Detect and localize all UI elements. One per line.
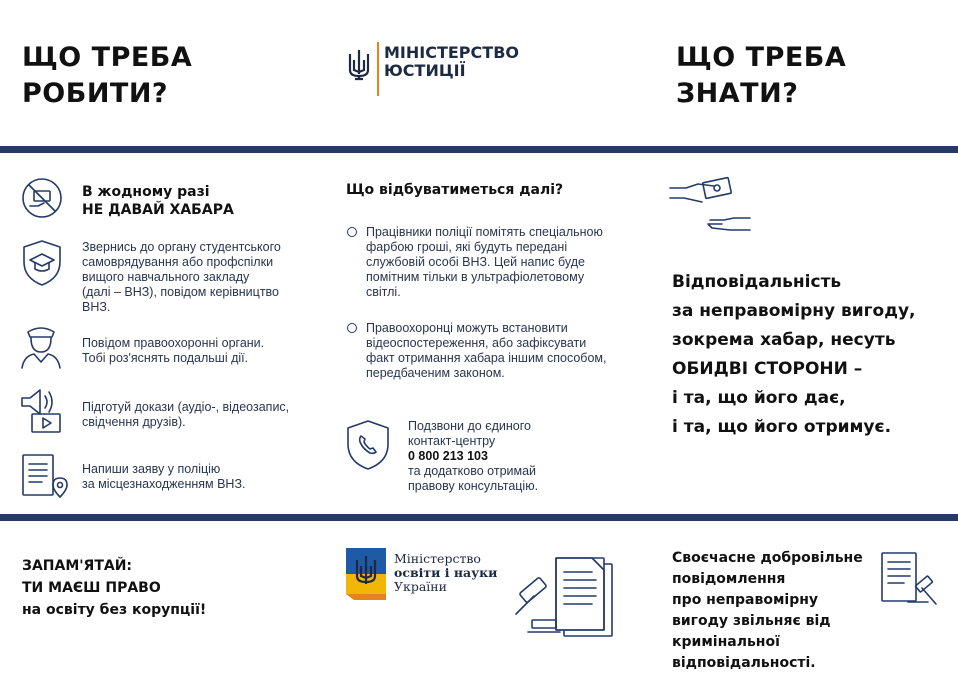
logo-divider bbox=[377, 42, 379, 96]
ministry-education-logo bbox=[346, 548, 506, 604]
middle-title: Що відбуватиметься далі? bbox=[346, 182, 564, 198]
step-student-union: Звернись до органу студентського самоврядування або профспілки вищого навчального закладу (далі – ВНЗ), повідом керівництво ВНЗ. bbox=[82, 240, 281, 314]
responsibility-statement: Відповідальність за неправомірну вигоду, зокрема хабар, несуть ОБИДВІ СТОРОНИ – і та, що його дає, і та, що його отримує. bbox=[672, 272, 916, 437]
contact-center-text: Подзвони до єдиного контакт-центру 0 800 213 103 та додатково отримай правову консультацію. bbox=[408, 419, 539, 493]
no-bribe-text: В жодному разі НЕ ДАВАЙ ХАБАРА bbox=[82, 184, 234, 218]
documents-gavel-icon bbox=[512, 552, 622, 644]
step-evidence: Підготуй докази (аудіо-, відеозапис, свідчення друзів). bbox=[82, 400, 290, 429]
remember-block: ЗАПАМ'ЯТАЙ: ТИ МАЄШ ПРАВО на освіту без корупції! bbox=[22, 558, 207, 618]
document-gavel-small-icon bbox=[878, 550, 940, 610]
money-exchange-hands-icon bbox=[668, 176, 752, 242]
mon-flag-trident-icon bbox=[346, 548, 386, 600]
bullet-circle bbox=[347, 323, 357, 333]
bottom-divider-band bbox=[0, 514, 958, 521]
step-police: Повідом правоохоронні органи. Тобі роз'яснять подальші дії. bbox=[82, 336, 265, 365]
bullet-text-police-paint: Працівники поліції помітять спеціальною фарбою гроші, які будуть передані службовій особі ВНЗ. Цей напис буде помітним тільки в ультрафіолетовому світлі. bbox=[366, 225, 603, 299]
ministry-name: МІНІСТЕРСТВО ЮСТИЦІЇ bbox=[384, 43, 519, 80]
phone-number[interactable]: 0 800 213 103 bbox=[408, 449, 488, 463]
evidence-audio-video-icon bbox=[18, 384, 66, 434]
phone-shield-icon bbox=[344, 418, 392, 472]
mon-name: Міністерство освіти і науки України bbox=[394, 551, 498, 594]
top-divider-band bbox=[0, 146, 958, 153]
no-bribe-icon bbox=[20, 176, 64, 220]
step-statement: Напиши заяву у поліцію за місцезнаходженням ВНЗ. bbox=[82, 462, 246, 491]
police-officer-icon bbox=[18, 322, 64, 370]
bullet-text-surveillance: Правоохоронці можуть встановити відеоспостереження, або зафіксувати факт отримання хабара іншим способом, передбаченим законом. bbox=[366, 321, 607, 380]
student-shield-icon bbox=[20, 238, 64, 288]
statement-document-icon bbox=[20, 452, 70, 500]
voluntary-report-statement: Своєчасне добровільне повідомлення про неправомірну вигоду звільняє від кримінальної відповідальності. bbox=[672, 550, 863, 671]
ministry-justice-logo bbox=[346, 42, 519, 98]
bullet-circle bbox=[347, 227, 357, 237]
left-heading: ЩО ТРЕБА РОБИТИ? bbox=[22, 42, 193, 109]
trident-icon bbox=[346, 48, 372, 82]
right-heading: ЩО ТРЕБА ЗНАТИ? bbox=[676, 42, 847, 109]
